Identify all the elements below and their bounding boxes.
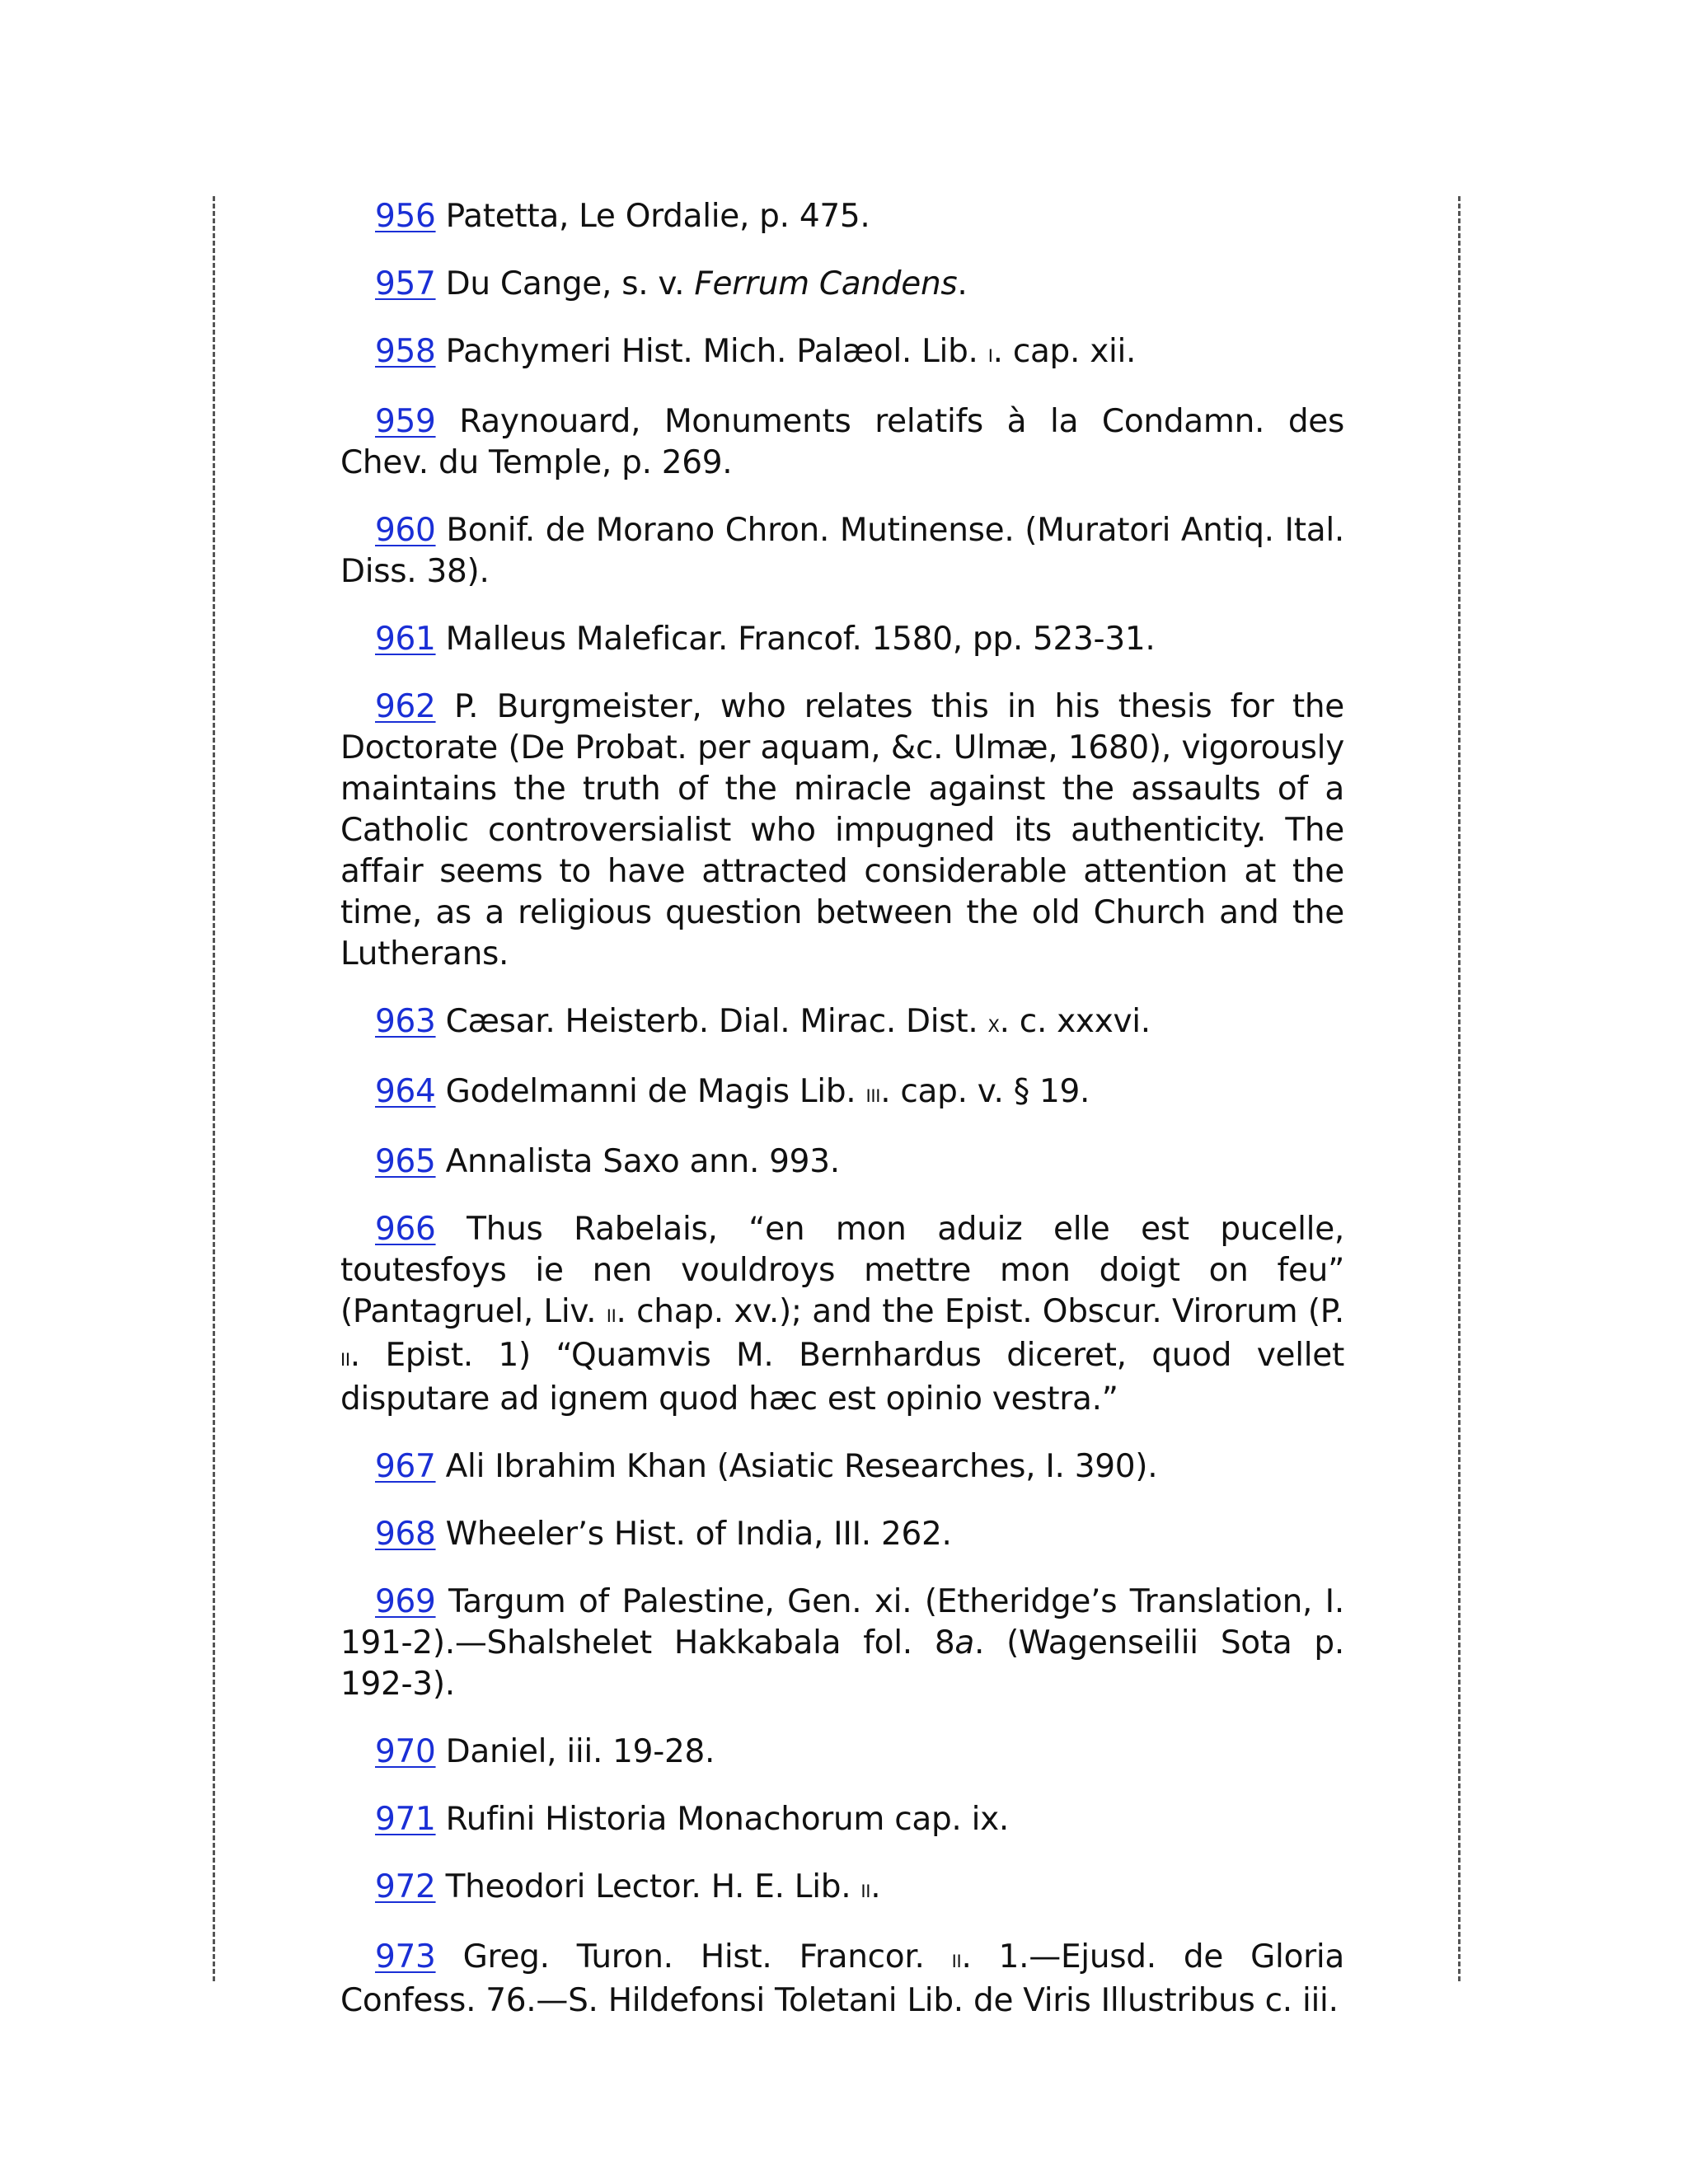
footnote-link-968[interactable]: 968 bbox=[375, 1516, 436, 1553]
footnote-text: Annalista Saxo ann. 993. bbox=[445, 1143, 840, 1180]
footnote-link-956[interactable]: 956 bbox=[375, 198, 436, 235]
footnote-link-967[interactable]: 967 bbox=[375, 1448, 436, 1485]
footnote-link-958[interactable]: 958 bbox=[375, 333, 436, 370]
footnote-text: Malleus Maleficar. Francof. 1580, pp. 523-31. bbox=[445, 621, 1156, 658]
footnote-link-962[interactable]: 962 bbox=[375, 688, 436, 725]
footnote-962 bbox=[340, 687, 1344, 975]
footnote-text: ii bbox=[606, 1300, 617, 1329]
footnote-link-959[interactable]: 959 bbox=[375, 403, 436, 440]
footnote-link-965[interactable]: 965 bbox=[375, 1143, 436, 1180]
footnote-text: Targum of Palestine, Gen. xi. (Etheridge’s Translation, I. 191-2).—Shalshelet Hakkabala fol. 8 bbox=[340, 1583, 1344, 1661]
footnote-972 bbox=[340, 1867, 1344, 1910]
footnote-text: . chap. xv.); and the Epist. Obscur. Virorum (P. bbox=[616, 1293, 1344, 1330]
footnote-text: . cap. xii. bbox=[992, 333, 1137, 370]
footnote-text: Du Cange, s. v. bbox=[445, 265, 695, 302]
footnote-text: a bbox=[954, 1624, 974, 1661]
footnote-link-970[interactable]: 970 bbox=[375, 1733, 436, 1770]
footnote-957 bbox=[340, 264, 1344, 305]
footnote-text: P. Burgmeister, who relates this in his thesis for the Doctorate (De Probat. per aquam, &c. Ulmæ, 1680), vigorously maintains the truth of the miracle against the assaults of a Catholic controversialist who impugned its authenticity. The affair seems to have attracted considerable attention at the time, as a religious question between the old Church and the Lutherans. bbox=[340, 688, 1344, 972]
footnote-link-972[interactable]: 972 bbox=[375, 1868, 436, 1905]
footnote-964 bbox=[340, 1071, 1344, 1115]
footnote-text: ii bbox=[340, 1343, 350, 1372]
footnote-text: Wheeler’s Hist. of India, III. 262. bbox=[445, 1516, 952, 1553]
footnote-text: Thus Rabelais, “en mon aduiz elle est pucelle, toutesfoys ie nen vouldroys mettre mon doigt on feu” (Pantagruel, Liv. bbox=[340, 1211, 1344, 1330]
footnote-text: . (Wagenseilii Sota p. 192-3). bbox=[340, 1624, 1344, 1703]
footnote-link-971[interactable]: 971 bbox=[375, 1801, 436, 1838]
footnote-text: Godelmanni de Magis Lib. bbox=[445, 1073, 866, 1110]
footnote-960 bbox=[340, 510, 1344, 593]
footnote-text: Patetta, Le Ordalie, p. 475. bbox=[445, 198, 870, 235]
footnote-text: . bbox=[870, 1868, 881, 1905]
footnote-link-966[interactable]: 966 bbox=[375, 1211, 436, 1248]
footnote-967 bbox=[340, 1446, 1344, 1488]
page-frame bbox=[213, 196, 1461, 2019]
footnote-text: Theodori Lector. H. E. Lib. bbox=[445, 1868, 861, 1905]
footnote-link-969[interactable]: 969 bbox=[375, 1583, 436, 1620]
footnote-text: ii bbox=[860, 1875, 871, 1904]
footnote-text: iii bbox=[865, 1080, 881, 1108]
footnote-966 bbox=[340, 1209, 1344, 1420]
footnote-961 bbox=[340, 619, 1344, 660]
footnote-965 bbox=[340, 1141, 1344, 1183]
footnote-link-961[interactable]: 961 bbox=[375, 621, 436, 658]
footnote-text: . 1.—Ejusd. de Gloria Confess. 76.—S. Hildefonsi Toletani Lib. de Viris Illustribus c. iii. bbox=[340, 1938, 1345, 2019]
footnote-text: Raynouard, Monuments relatifs à la Condamn. des Chev. du Temple, p. 269. bbox=[340, 403, 1344, 481]
footnote-973 bbox=[340, 1937, 1344, 2022]
footnote-text: Ali Ibrahim Khan (Asiatic Researches, I. 390). bbox=[445, 1448, 1158, 1485]
footnote-963 bbox=[340, 1001, 1344, 1045]
footnote-link-960[interactable]: 960 bbox=[375, 512, 436, 549]
footnote-956 bbox=[340, 196, 1344, 237]
footnote-text: Bonif. de Morano Chron. Mutinense. (Muratori Antiq. Ital. Diss. 38). bbox=[340, 512, 1344, 590]
footnote-text: Cæsar. Heisterb. Dial. Mirac. Dist. bbox=[445, 1003, 988, 1040]
footnote-971 bbox=[340, 1799, 1344, 1840]
footnote-text: Greg. Turon. Hist. Francor. bbox=[462, 1938, 952, 1975]
footnote-970 bbox=[340, 1732, 1344, 1773]
footnote-969 bbox=[340, 1582, 1344, 1705]
footnote-link-964[interactable]: 964 bbox=[375, 1073, 436, 1110]
footnote-958 bbox=[340, 331, 1344, 375]
footnote-text: Ferrum Candens bbox=[694, 265, 958, 302]
footnote-text: . Epist. 1) “Quamvis M. Bernhardus diceret, quod vellet disputare ad ignem quod hæc est opinio vestra.” bbox=[340, 1337, 1344, 1418]
footnote-text: i bbox=[987, 340, 993, 368]
footnote-text: Rufini Historia Monachorum cap. ix. bbox=[445, 1801, 1010, 1838]
footnote-text: ii bbox=[951, 1945, 962, 1974]
footnote-959 bbox=[340, 401, 1344, 484]
footnote-text: . c. xxxvi. bbox=[999, 1003, 1151, 1040]
footnote-link-963[interactable]: 963 bbox=[375, 1003, 436, 1040]
footnote-text: Daniel, iii. 19-28. bbox=[445, 1733, 715, 1770]
footnote-text: . cap. v. § 19. bbox=[880, 1073, 1090, 1110]
footnote-link-957[interactable]: 957 bbox=[375, 265, 436, 302]
footnote-link-973[interactable]: 973 bbox=[375, 1938, 436, 1975]
footnote-text: . bbox=[957, 265, 968, 302]
footnote-968 bbox=[340, 1514, 1344, 1555]
footnote-text: Pachymeri Hist. Mich. Palæol. Lib. bbox=[445, 333, 988, 370]
footnote-list bbox=[340, 196, 1344, 2048]
footnote-text: x bbox=[987, 1010, 1000, 1038]
